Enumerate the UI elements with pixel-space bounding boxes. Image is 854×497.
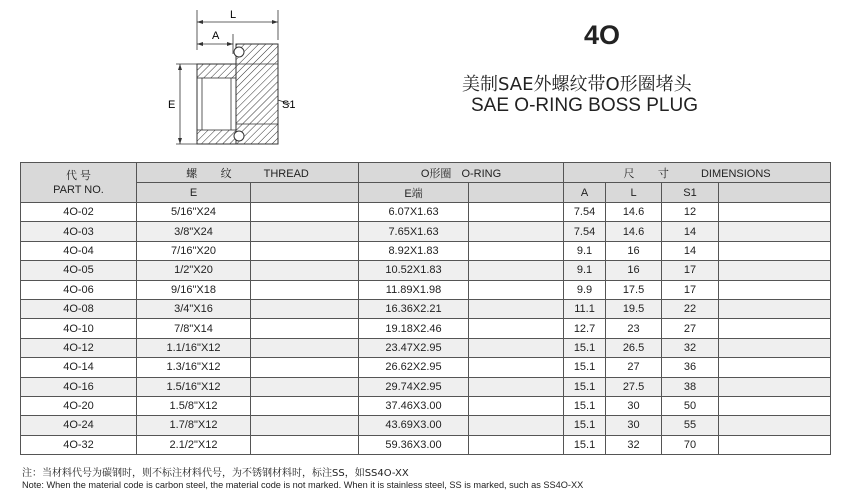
cell-A: 7.54 xyxy=(564,222,606,241)
subheader-E: E xyxy=(137,183,251,203)
cell-oring-blank xyxy=(469,241,564,260)
cell-S1: 17 xyxy=(662,280,719,299)
table-row xyxy=(21,416,831,435)
cell-blank xyxy=(719,319,831,338)
product-code-title: 4O xyxy=(584,20,621,50)
cell-thread-blank xyxy=(251,280,359,299)
cell-thread: 3/8"X24 xyxy=(137,222,251,241)
cell-oring-blank xyxy=(469,396,564,415)
subheader-S1: S1 xyxy=(662,183,719,203)
cell-oring: 11.89X1.98 xyxy=(359,280,469,299)
cell-blank xyxy=(719,396,831,415)
cell-part-no: 4O-16 xyxy=(21,377,137,396)
table-row xyxy=(21,280,831,299)
cell-A: 15.1 xyxy=(564,358,606,377)
cell-blank xyxy=(719,338,831,357)
cell-part-no: 4O-08 xyxy=(21,299,137,318)
table-row xyxy=(21,241,831,260)
cell-thread-blank xyxy=(251,416,359,435)
cell-blank xyxy=(719,299,831,318)
header-thread-en: THREAD xyxy=(263,167,309,180)
cell-oring-blank xyxy=(469,319,564,338)
cell-L: 16 xyxy=(606,261,662,280)
table-header-row xyxy=(21,163,831,183)
cell-thread-blank xyxy=(251,396,359,415)
cell-blank xyxy=(719,280,831,299)
cell-S1: 36 xyxy=(662,358,719,377)
cell-thread-blank xyxy=(251,299,359,318)
spec-table xyxy=(20,162,831,455)
subheader-blank-3 xyxy=(719,183,831,203)
cell-S1: 14 xyxy=(662,241,719,260)
subheader-L: L xyxy=(606,183,662,203)
cell-thread-blank xyxy=(251,241,359,260)
header-dimensions-cn: 尺 寸 xyxy=(623,166,679,180)
cell-S1: 22 xyxy=(662,299,719,318)
table-row xyxy=(21,377,831,396)
cell-S1: 38 xyxy=(662,377,719,396)
svg-text:L: L xyxy=(230,9,237,21)
subheader-blank-1 xyxy=(251,183,359,203)
cell-thread: 3/4"X16 xyxy=(137,299,251,318)
cell-oring-blank xyxy=(469,203,564,222)
table-row xyxy=(21,319,831,338)
cell-part-no: 4O-03 xyxy=(21,222,137,241)
cell-thread: 9/16"X18 xyxy=(137,280,251,299)
note-en: Note: When the material code is carbon steel, the material code is not marked. When it is stainless steel, SS is marked, such as SS4O-XX xyxy=(22,480,584,490)
cell-oring: 7.65X1.63 xyxy=(359,222,469,241)
cell-A: 7.54 xyxy=(564,203,606,222)
plug-body xyxy=(197,44,278,144)
cell-thread-blank xyxy=(251,203,359,222)
cell-oring: 16.36X2.21 xyxy=(359,299,469,318)
cell-A: 15.1 xyxy=(564,416,606,435)
cell-oring: 26.62X2.95 xyxy=(359,358,469,377)
cell-oring: 43.69X3.00 xyxy=(359,416,469,435)
cell-L: 14.6 xyxy=(606,222,662,241)
cell-L: 27.5 xyxy=(606,377,662,396)
cell-A: 15.1 xyxy=(564,338,606,357)
header-oring-en: O-RING xyxy=(461,167,502,180)
cell-oring-blank xyxy=(469,261,564,280)
table-row xyxy=(21,261,831,280)
cell-thread: 1/2"X20 xyxy=(137,261,251,280)
cell-oring-blank xyxy=(469,338,564,357)
cell-part-no: 4O-14 xyxy=(21,358,137,377)
header-oring-cn: O形圈 xyxy=(420,167,452,180)
svg-text:E: E xyxy=(168,99,176,111)
table-body xyxy=(21,203,831,455)
header-oring xyxy=(359,163,564,183)
cell-L: 27 xyxy=(606,358,662,377)
cell-part-no: 4O-32 xyxy=(21,435,137,454)
cell-S1: 50 xyxy=(662,396,719,415)
header-part-no-en: PART NO. xyxy=(53,183,104,196)
cell-A: 12.7 xyxy=(564,319,606,338)
cell-L: 32 xyxy=(606,435,662,454)
header-thread xyxy=(137,163,359,183)
dim-E xyxy=(168,64,197,144)
cell-S1: 27 xyxy=(662,319,719,338)
cell-blank xyxy=(719,416,831,435)
cell-thread: 1.5/16"X12 xyxy=(137,377,251,396)
table-row xyxy=(21,435,831,454)
table-row xyxy=(21,358,831,377)
cell-oring: 10.52X1.83 xyxy=(359,261,469,280)
cell-thread-blank xyxy=(251,358,359,377)
product-title-en: SAE O-RING BOSS PLUG xyxy=(471,95,698,116)
dim-A xyxy=(197,30,233,54)
cell-oring-blank xyxy=(469,377,564,396)
dim-S1 xyxy=(278,99,295,111)
table-row xyxy=(21,203,831,222)
cell-oring-blank xyxy=(469,222,564,241)
cell-part-no: 4O-10 xyxy=(21,319,137,338)
cell-blank xyxy=(719,377,831,396)
plug-technical-drawing xyxy=(150,4,320,152)
svg-text:A: A xyxy=(212,30,220,42)
cell-A: 9.1 xyxy=(564,241,606,260)
cell-A: 15.1 xyxy=(564,377,606,396)
header-part-no-cn: 代 号 xyxy=(65,169,92,182)
table-row xyxy=(21,222,831,241)
cell-thread: 1.3/16"X12 xyxy=(137,358,251,377)
svg-text:S1: S1 xyxy=(282,99,296,111)
cell-thread: 1.7/8"X12 xyxy=(137,416,251,435)
cell-A: 15.1 xyxy=(564,435,606,454)
cell-oring-blank xyxy=(469,280,564,299)
header-dimensions-en: DIMENSIONS xyxy=(700,167,771,180)
table-row xyxy=(21,396,831,415)
cell-L: 16 xyxy=(606,241,662,260)
cell-L: 14.6 xyxy=(606,203,662,222)
cell-oring: 6.07X1.63 xyxy=(359,203,469,222)
cell-oring: 29.74X2.95 xyxy=(359,377,469,396)
cell-A: 9.9 xyxy=(564,280,606,299)
cell-L: 23 xyxy=(606,319,662,338)
cell-oring-blank xyxy=(469,416,564,435)
header-part-no xyxy=(21,163,137,203)
cell-part-no: 4O-12 xyxy=(21,338,137,357)
cell-blank xyxy=(719,203,831,222)
subheader-blank-2 xyxy=(469,183,564,203)
cell-thread: 1.1/16"X12 xyxy=(137,338,251,357)
cell-blank xyxy=(719,435,831,454)
cell-thread-blank xyxy=(251,261,359,280)
subheader-E-end: E端 xyxy=(359,183,469,203)
cell-thread-blank xyxy=(251,222,359,241)
table-subheader-row xyxy=(21,183,831,203)
cell-part-no: 4O-05 xyxy=(21,261,137,280)
cell-oring: 59.36X3.00 xyxy=(359,435,469,454)
cell-thread-blank xyxy=(251,377,359,396)
cell-thread-blank xyxy=(251,319,359,338)
cell-L: 30 xyxy=(606,416,662,435)
cell-thread: 7/16"X20 xyxy=(137,241,251,260)
cell-thread: 5/16"X24 xyxy=(137,203,251,222)
cell-blank xyxy=(719,358,831,377)
cell-blank xyxy=(719,261,831,280)
cell-thread-blank xyxy=(251,435,359,454)
cell-oring: 8.92X1.83 xyxy=(359,241,469,260)
cell-oring: 23.47X2.95 xyxy=(359,338,469,357)
cell-part-no: 4O-20 xyxy=(21,396,137,415)
cell-oring: 19.18X2.46 xyxy=(359,319,469,338)
cell-L: 26.5 xyxy=(606,338,662,357)
cell-S1: 32 xyxy=(662,338,719,357)
cell-S1: 55 xyxy=(662,416,719,435)
cell-thread-blank xyxy=(251,338,359,357)
header-thread-cn: 螺 纹 xyxy=(186,166,242,180)
cell-L: 19.5 xyxy=(606,299,662,318)
header-dimensions xyxy=(564,163,831,183)
cell-S1: 70 xyxy=(662,435,719,454)
table-row xyxy=(21,299,831,318)
cell-S1: 17 xyxy=(662,261,719,280)
cell-S1: 12 xyxy=(662,203,719,222)
cell-L: 30 xyxy=(606,396,662,415)
cell-oring-blank xyxy=(469,358,564,377)
cell-blank xyxy=(719,222,831,241)
cell-oring-blank xyxy=(469,299,564,318)
cell-oring: 37.46X3.00 xyxy=(359,396,469,415)
cell-thread: 7/8"X14 xyxy=(137,319,251,338)
cell-S1: 14 xyxy=(662,222,719,241)
cell-oring-blank xyxy=(469,435,564,454)
cell-thread: 2.1/2"X12 xyxy=(137,435,251,454)
cell-A: 15.1 xyxy=(564,396,606,415)
cell-L: 17.5 xyxy=(606,280,662,299)
cell-part-no: 4O-02 xyxy=(21,203,137,222)
cell-part-no: 4O-04 xyxy=(21,241,137,260)
cell-A: 11.1 xyxy=(564,299,606,318)
cell-part-no: 4O-06 xyxy=(21,280,137,299)
cell-thread: 1.5/8"X12 xyxy=(137,396,251,415)
table-row xyxy=(21,338,831,357)
product-title-cn: 美制SAE外螺纹带O形圈堵头 xyxy=(462,74,692,95)
cell-blank xyxy=(719,241,831,260)
cell-part-no: 4O-24 xyxy=(21,416,137,435)
note-cn: 注：当材料代号为碳钢时，则不标注材料代号，为不锈钢材料时，标注SS，如SS4O-XX xyxy=(22,468,409,479)
subheader-A: A xyxy=(564,183,606,203)
cell-A: 9.1 xyxy=(564,261,606,280)
